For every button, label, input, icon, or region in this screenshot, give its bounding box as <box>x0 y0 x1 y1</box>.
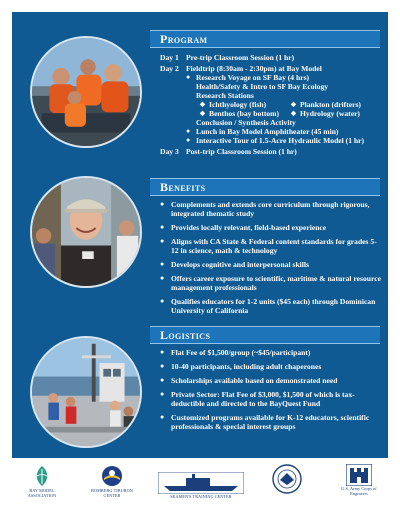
station-label: Ichthyology (fish) <box>209 100 267 109</box>
benefits-list <box>160 200 382 320</box>
voyage-sub-2: Research Stations <box>196 91 254 100</box>
logistics-item <box>160 390 382 408</box>
day-3-text: Post-trip Classroom Session (1 hr) <box>186 147 297 156</box>
logistics-text: Flat Fee of $1,500/group (~$45/participant) <box>171 348 311 357</box>
station-label: Hydrology (water) <box>300 109 360 118</box>
diamond-icon: ◆ <box>291 101 296 108</box>
bullet-icon: ● <box>160 413 165 421</box>
logistics-text: 10-40 participants, including adult chaperones <box>171 362 322 371</box>
tour-item <box>160 136 382 145</box>
bay-model-association-logo <box>20 464 64 499</box>
benefit-text: Aligns with CA State & Federal content standards for grades 5-12 in science, math & technology <box>171 237 377 255</box>
benefit-item <box>160 200 382 218</box>
diamond-icon: ◆ <box>200 101 205 108</box>
benefit-text: Develops cognitive and interpersonal skills <box>171 260 309 269</box>
stations-col-right <box>291 100 382 118</box>
day-1-label: Day 1 <box>160 53 179 62</box>
benefit-item <box>160 260 382 269</box>
diamond-icon: ◆ <box>200 110 205 117</box>
research-vessel-deck-photo <box>30 336 142 448</box>
bullet-icon: ● <box>160 348 165 356</box>
logistics-item <box>160 376 382 385</box>
program-day-3 <box>160 147 382 156</box>
lunch-item <box>160 127 382 136</box>
conclusion-text: Conclusion / Synthesis Activity <box>196 118 296 127</box>
bullet-icon: ● <box>160 362 165 370</box>
day-3-label: Day 3 <box>160 147 179 156</box>
bullet-icon: ● <box>160 223 165 231</box>
benefit-item <box>160 274 382 292</box>
logistics-title: Logistics <box>160 328 211 342</box>
station-label: Plankton (drifters) <box>300 100 361 109</box>
bullet-icon: ● <box>160 390 165 398</box>
lunch-text: Lunch in Bay Model Amphitheater (45 min) <box>196 127 339 136</box>
day-1-text: Pre-trip Classroom Session (1 hr) <box>186 53 295 62</box>
station-item <box>291 100 382 109</box>
bay-model-association-name: BAY MODEL ASSOCIATION <box>27 488 57 498</box>
logistics-text: Private Sector: Flat Fee of $3,000, $1,500 of which is tax-deductible and directed to the BayQuest Fund <box>171 390 355 408</box>
benefit-item <box>160 237 382 255</box>
day-2-label: Day 2 <box>160 64 179 73</box>
agency-seal-logo <box>272 464 302 494</box>
bullet-icon: ● <box>160 260 165 268</box>
benefit-item <box>160 297 382 315</box>
logistics-section-header <box>150 326 380 344</box>
program-title: Program <box>160 32 208 46</box>
benefit-text: Offers career exposure to scientific, maritime & natural resource management professionals <box>171 274 381 292</box>
day-2-text: Fieldtrip (8:30am - 2:30pm) at Bay Model <box>186 64 322 73</box>
logistics-list <box>160 348 382 436</box>
logistics-item <box>160 362 382 371</box>
tour-text: Interactive Tour of 1.5-Acre Hydraulic Model (1 hr) <box>196 136 365 145</box>
station-item <box>291 109 382 118</box>
educator-portrait-photo <box>30 176 142 288</box>
voyage-text: Research Voyage on SF Bay (4 hrs) <box>196 73 310 82</box>
benefit-text: Qualifies educators for 1-2 units ($45 each) through Dominican University of California <box>171 297 376 315</box>
romberg-tiburon-center-logo <box>90 464 134 499</box>
agency-seal-icon <box>272 464 302 494</box>
army-corps-name: U.S. Army Corps of Engineers <box>341 486 377 496</box>
stations-col-left <box>200 100 291 118</box>
partner-logos <box>12 462 388 514</box>
program-content <box>160 53 382 158</box>
bullet-icon: ● <box>186 73 191 81</box>
logistics-text: Scholarships available based on demonstrated need <box>171 376 338 385</box>
benefits-title: Benefits <box>160 180 206 194</box>
romberg-tiburon-center-name: ROMBERG TIBURON CENTER <box>91 488 133 498</box>
benefit-item <box>160 223 382 232</box>
training-ship-icon <box>158 472 244 494</box>
program-day-1 <box>160 53 382 62</box>
bullet-icon: ● <box>186 136 191 144</box>
benefits-section-header <box>150 178 380 196</box>
program-day-2 <box>160 64 382 73</box>
seamens-training-center-name: SEAMEN'S TRAINING CENTER <box>170 494 232 499</box>
logistics-text: Customized programs available for K-12 educators, scientific professionals & special interest groups <box>171 413 370 431</box>
research-stations <box>160 100 382 118</box>
voyage-item <box>160 73 382 82</box>
seamens-training-center-logo <box>158 472 244 500</box>
army-corps-logo <box>338 464 380 497</box>
bay-model-leaf-icon <box>31 464 53 488</box>
bullet-icon: ● <box>160 297 165 305</box>
station-item <box>200 100 291 109</box>
logistics-item <box>160 348 382 357</box>
bullet-icon: ● <box>186 127 191 135</box>
romberg-circle-icon <box>100 464 124 488</box>
station-label: Benthos (bay bottom) <box>209 109 280 118</box>
benefit-text: Provides locally relevant, field-based experience <box>171 223 327 232</box>
students-life-vests-photo <box>30 36 142 148</box>
bullet-icon: ● <box>160 200 165 208</box>
program-section-header <box>150 30 380 48</box>
voyage-sub-1: Health/Safety & Intro to SF Bay Ecology <box>196 82 329 91</box>
diamond-icon: ◆ <box>291 110 296 117</box>
logistics-item <box>160 413 382 431</box>
station-item <box>200 109 291 118</box>
castle-icon <box>346 464 372 486</box>
bullet-icon: ● <box>160 274 165 282</box>
bullet-icon: ● <box>160 237 165 245</box>
benefit-text: Complements and extends core curriculum through rigorous, integrated thematic study <box>171 200 370 218</box>
bullet-icon: ● <box>160 376 165 384</box>
